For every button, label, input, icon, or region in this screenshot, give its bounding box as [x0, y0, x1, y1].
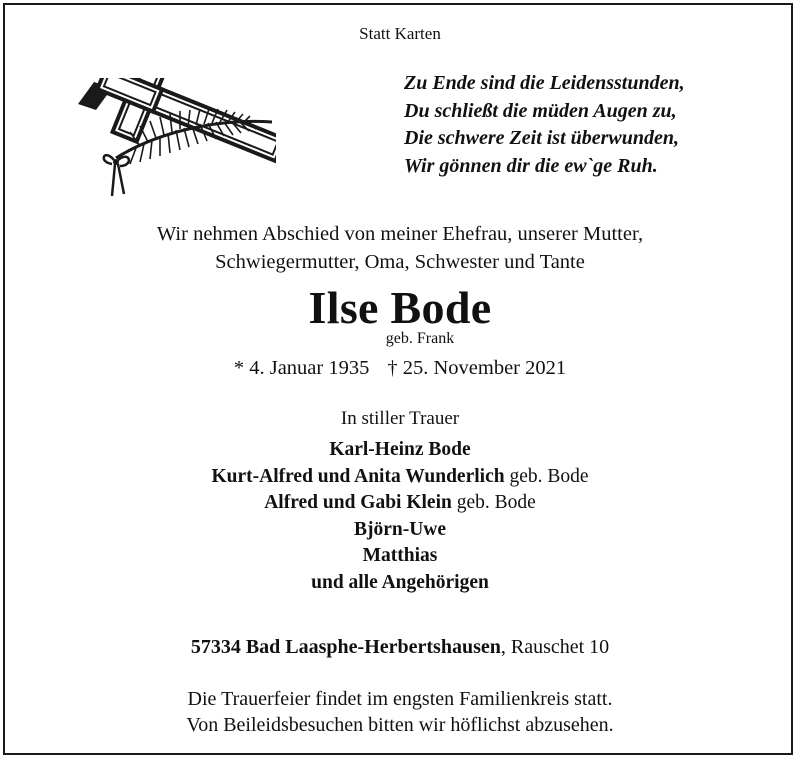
birth-date: * 4. Januar 1935 — [233, 357, 370, 379]
funeral-notice — [0, 686, 800, 738]
poem — [404, 70, 685, 180]
mourner-entry — [0, 543, 800, 570]
intro-line: Wir nehmen Abschied von meiner Ehefrau, unserer Mutter, — [156, 223, 644, 245]
mourner-name: Matthias — [362, 545, 438, 566]
address-city: 57334 Bad Laasphe-Herbertshausen — [190, 636, 501, 658]
poem-line: Zu Ende sind die Leidensstunden, — [404, 72, 685, 94]
mourners-list — [0, 437, 800, 596]
mourner-name: Björn-Uwe — [353, 518, 447, 540]
birth-name-wrapper — [0, 330, 800, 348]
cross-with-palm-branch-icon — [76, 78, 276, 203]
mourner-entry — [0, 517, 800, 544]
notice-line: Die Trauerfeier findet im engsten Familienkreis statt. — [187, 688, 613, 710]
poem-line: Die schwere Zeit ist überwunden, — [404, 127, 680, 149]
life-dates — [0, 357, 800, 380]
poem-line: Du schließt die müden Augen zu, — [404, 99, 677, 122]
mourner-name: Alfred und Gabi Klein — [264, 492, 452, 513]
deceased-name: Ilse Bode — [308, 282, 492, 333]
mourner-name: Karl-Heinz Bode — [329, 439, 471, 460]
mourner-suffix: geb. Bode — [504, 465, 589, 487]
address-street: , Rauschet 10 — [500, 636, 610, 658]
mourner-suffix: geb. Bode — [451, 492, 536, 513]
mourner-name: Kurt-Alfred und Anita Wunderlich — [211, 465, 505, 487]
mourner-entry — [0, 464, 800, 491]
mourning-intro: In stiller Trauer — [340, 408, 460, 429]
mourner-name: und alle Angehörigen — [311, 571, 489, 593]
birth-name: geb. Frank — [385, 330, 455, 347]
statt-karten-text: Statt Karten — [359, 24, 441, 43]
poem-line: Wir gönnen dir die ew`ge Ruh. — [404, 154, 658, 177]
family-address — [0, 636, 800, 659]
mourner-entry — [0, 490, 800, 517]
mourner-entry — [0, 570, 800, 597]
farewell-intro — [0, 220, 800, 276]
mourner-entry — [0, 437, 800, 464]
intro-line: Schwiegermutter, Oma, Schwester und Tante — [215, 251, 585, 273]
notice-line: Von Beileidsbesuchen bitten wir höflichst abzusehen. — [186, 714, 614, 736]
death-date: † 25. November 2021 — [387, 357, 567, 379]
